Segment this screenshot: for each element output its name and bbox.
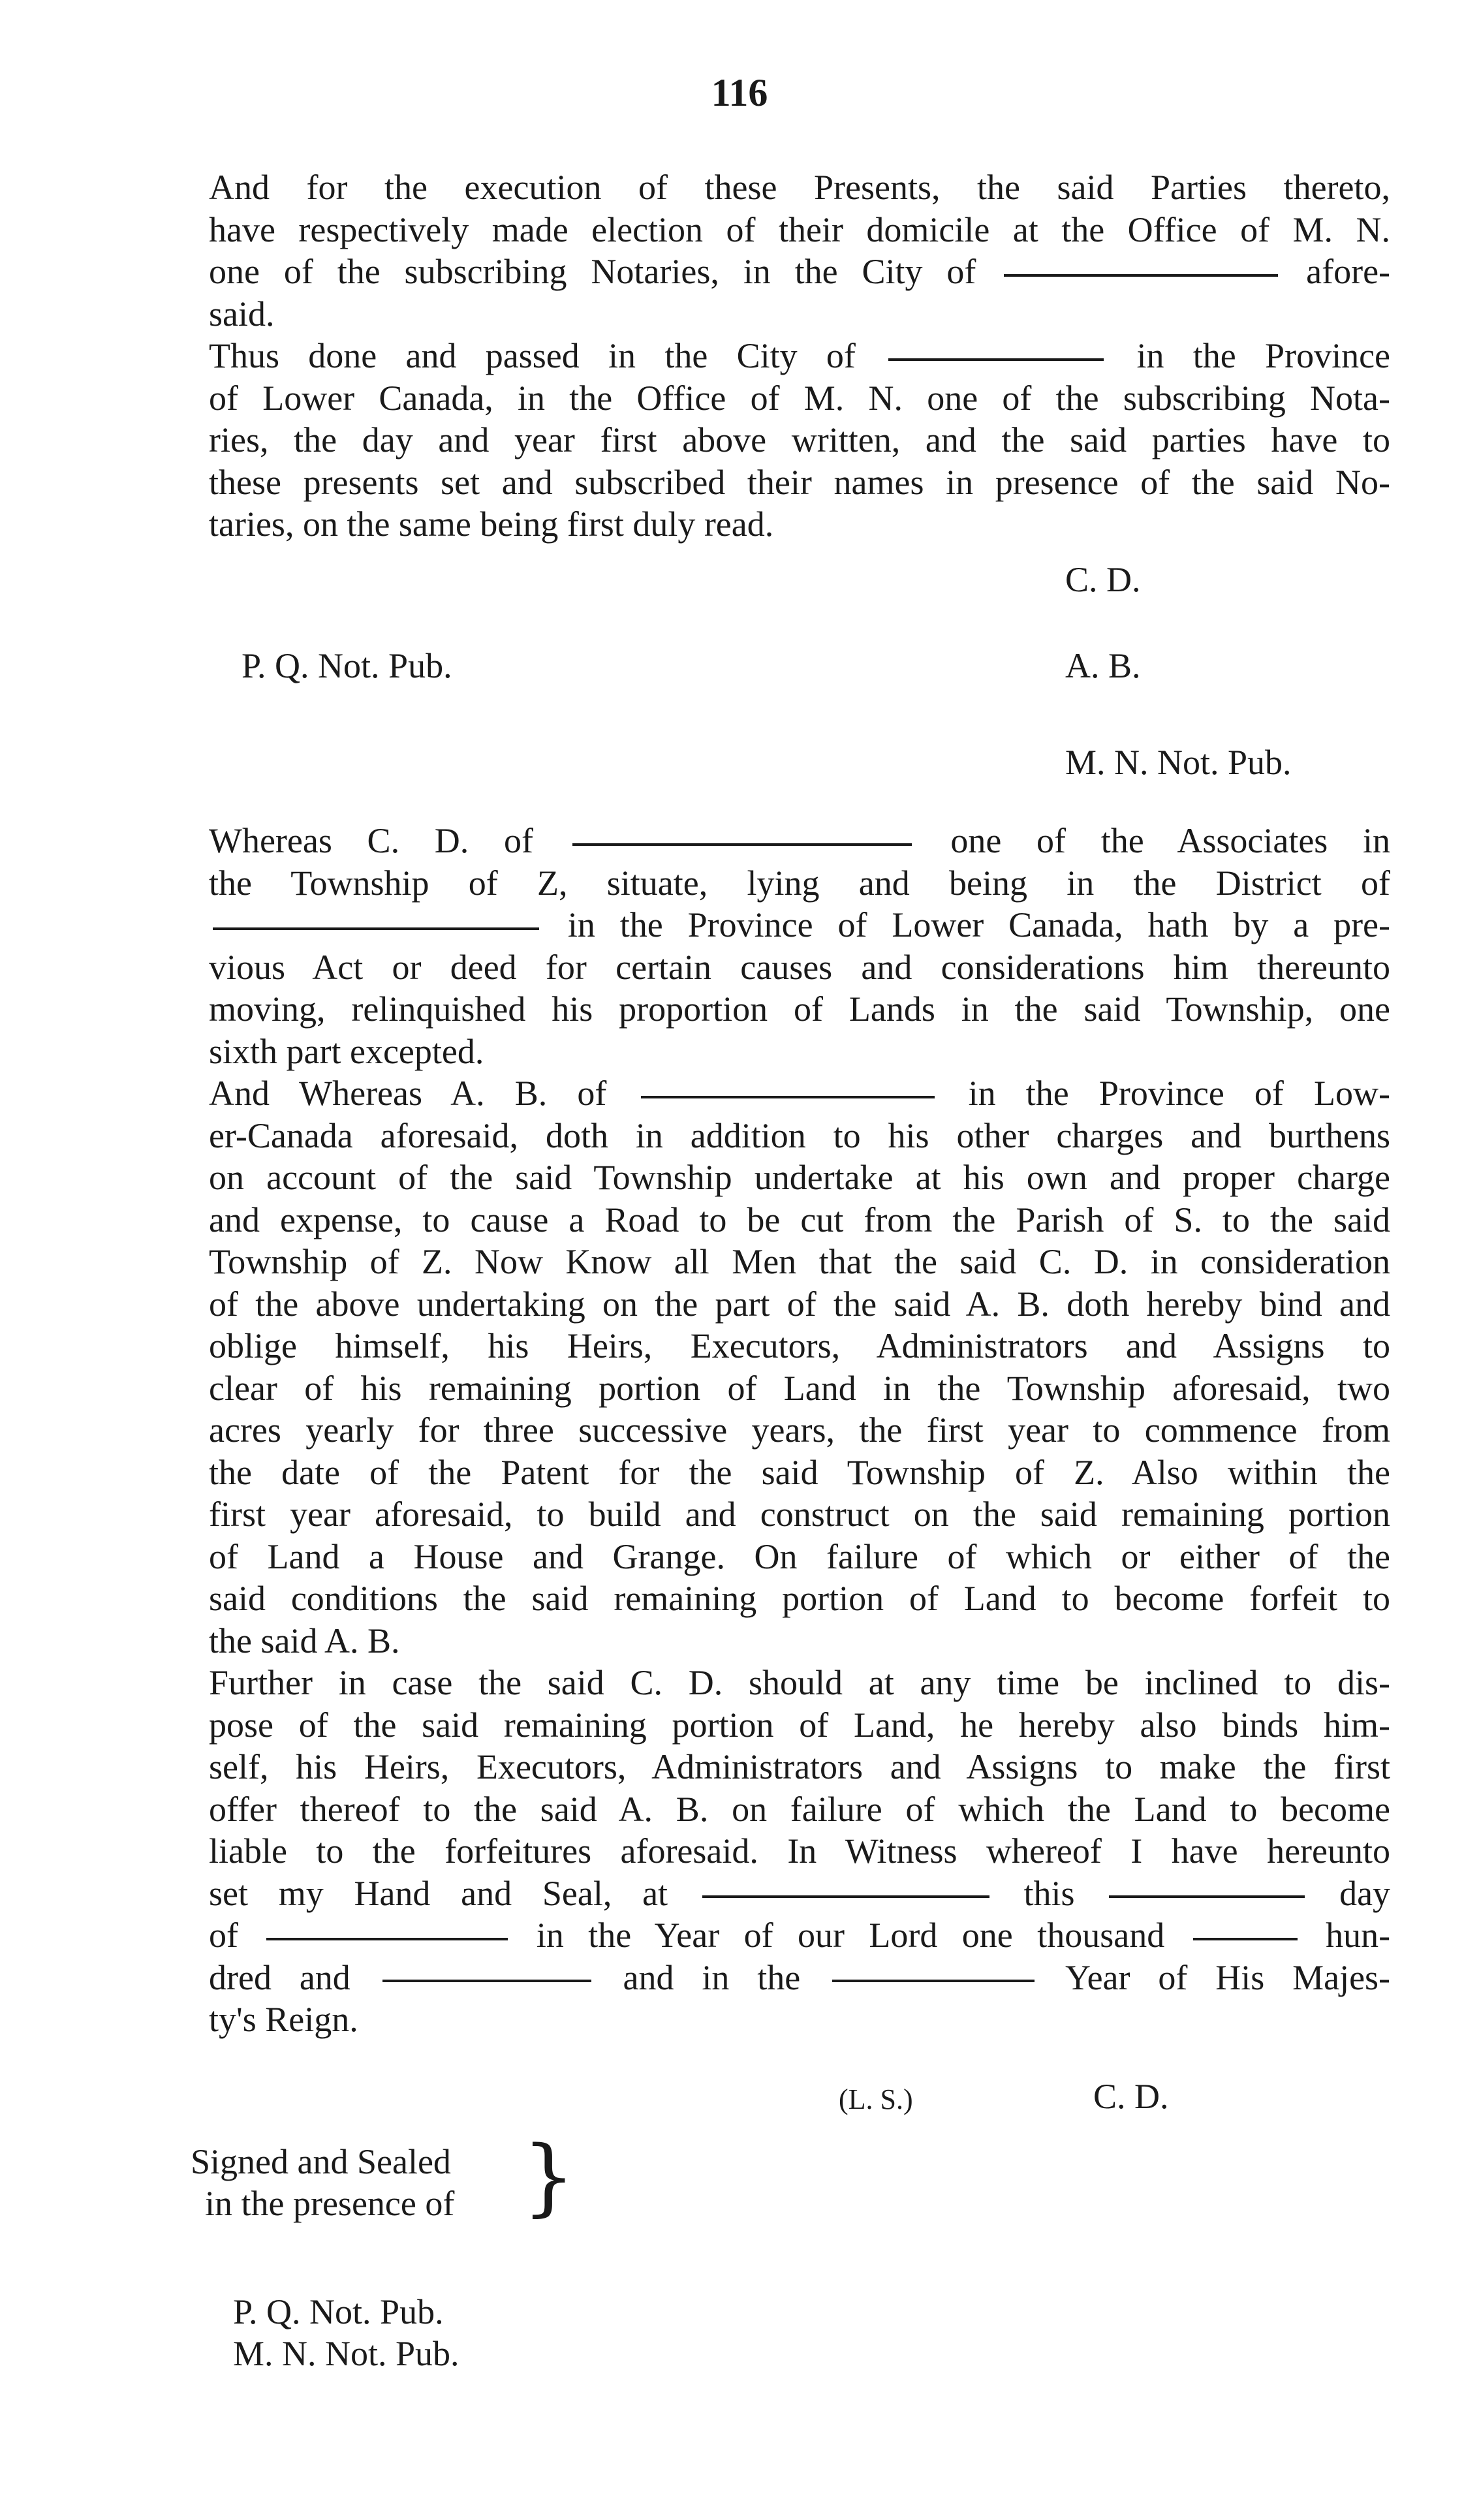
blank-line — [1109, 1895, 1305, 1898]
text-line: moving, relinquished his proportion of Lands in the said Township, one — [209, 989, 1390, 1029]
text-line: and expense, to cause a Road to be cut from the Parish of S. to the said — [209, 1200, 1390, 1239]
text-line: clear of his remaining portion of Land in the Township aforesaid, two — [209, 1368, 1390, 1408]
text-fragment: in the Province of Low- — [968, 1074, 1390, 1113]
text-line: ty's Reign. — [209, 2000, 358, 2039]
signature-mn-notary: M. N. Not. Pub. — [1065, 743, 1292, 782]
page-number: 116 — [711, 71, 768, 114]
text-line: of Lower Canada, in the Office of M. N. one of the subscribing Nota- — [209, 378, 1390, 418]
text-line: Township of Z. Now Know all Men that the said C. D. in consideration — [209, 1242, 1390, 1281]
text-line: said conditions the said remaining portion of Land to become forfeit to — [209, 1579, 1390, 1618]
text-line: Further in case the said C. D. should at any time be inclined to dis- — [209, 1663, 1390, 1702]
notary-mn: M. N. Not. Pub. — [233, 2334, 459, 2373]
seal-mark: (L. S.) — [839, 2083, 913, 2115]
text-line: of Land a House and Grange. On failure of which or either of the — [209, 1536, 1390, 1576]
text-fragment: in the Province — [1136, 336, 1391, 375]
signature-cd: C. D. — [1065, 560, 1141, 599]
text-line: acres yearly for three successive years, the first year to commence from — [209, 1410, 1390, 1450]
text-fragment: of — [209, 1916, 238, 1955]
text-line-with-blank — [189, 1072, 1390, 1115]
text-fragment: Whereas C. D. of — [209, 821, 533, 860]
blank-line — [382, 1980, 591, 1982]
text-fragment: and in the — [623, 1957, 801, 1997]
execution-clause-block — [189, 166, 1390, 546]
presence-line: in the presence of — [205, 2184, 455, 2223]
blank-line — [1004, 274, 1278, 277]
notary-pq: P. Q. Not. Pub. — [233, 2292, 444, 2331]
text-fragment: one of the Associates in — [950, 821, 1391, 860]
signed-sealed-block — [191, 2141, 454, 2224]
paragraph-whereas-cd — [189, 820, 1390, 1072]
text-line: self, his Heirs, Executors, Administrators and Assigns to make the first — [209, 1747, 1390, 1786]
paragraph-whereas-ab — [189, 1072, 1390, 1662]
blank-line — [572, 843, 912, 846]
text-line: vious Act or deed for certain causes and considerations him thereunto — [209, 947, 1390, 987]
text-fragment: in the Province of Lower Canada, hath by a pre- — [567, 905, 1390, 944]
text-line: oblige himself, his Heirs, Executors, Administrators and Assigns to — [209, 1326, 1390, 1365]
paragraph-thus-done — [189, 335, 1390, 546]
signature-cd: C. D. — [1093, 2077, 1169, 2116]
text-line: And for the execution of these Presents, the said Parties thereto, — [209, 168, 1390, 207]
text-line-with-blank — [189, 335, 1390, 377]
text-fragment: Thus done and passed in the City of — [209, 336, 856, 375]
blank-line — [213, 927, 539, 930]
text-line: ries, the day and year first above written, and the said parties have to — [209, 420, 1390, 459]
blank-line — [266, 1938, 508, 1940]
text-line: the Township of Z, situate, lying and being in the District of — [209, 863, 1390, 903]
text-line-with-blank — [189, 820, 1390, 862]
signature-pq-notary: P. Q. Not. Pub. — [241, 646, 452, 685]
text-line: sixth part excepted. — [209, 1031, 484, 1071]
text-line-with-blank — [189, 1914, 1390, 1957]
whereas-clause-block — [189, 820, 1390, 2041]
notary-signatures — [233, 2291, 459, 2374]
text-fragment: Year of His Majes- — [1065, 1957, 1391, 1997]
blank-line — [888, 358, 1104, 361]
signed-sealed-line: Signed and Sealed — [191, 2142, 451, 2181]
text-line: said. — [209, 294, 275, 334]
text-line: offer thereof to the said A. B. on failure of which the Land to become — [209, 1789, 1390, 1829]
blank-line — [641, 1096, 935, 1098]
text-line: the date of the Patent for the said Township of Z. Also within the — [209, 1452, 1390, 1492]
text-line: liable to the forfeitures aforesaid. In Witness whereof I have hereunto — [209, 1831, 1390, 1871]
text-line: er-Canada aforesaid, doth in addition to his other charges and burthens — [209, 1115, 1390, 1155]
text-line: these presents set and subscribed their names in presence of the said No- — [209, 462, 1390, 502]
text-fragment: dred and — [209, 1957, 350, 1997]
text-line: taries, on the same being first duly read. — [209, 505, 774, 544]
text-line: have respectively made election of their domicile at the Office of M. N. — [209, 210, 1390, 249]
text-fragment: hun- — [1326, 1916, 1391, 1955]
text-fragment: in the Year of our Lord one thousand — [536, 1916, 1165, 1955]
text-line-with-blank — [189, 1957, 1390, 1999]
brace-glyph: } — [522, 2128, 576, 2226]
signature-ab: A. B. — [1065, 646, 1141, 685]
paragraph-further — [189, 1662, 1390, 2041]
text-line: of the above undertaking on the part of the said A. B. doth hereby bind and — [209, 1284, 1390, 1324]
text-line: on account of the said Township undertake at his own and proper charge — [209, 1158, 1390, 1197]
text-line: the said A. B. — [209, 1621, 400, 1660]
text-fragment: set my Hand and Seal, at — [209, 1873, 668, 1913]
text-line-with-blank — [189, 251, 1390, 293]
text-line: first year aforesaid, to build and construct on the said remaining portion — [209, 1495, 1390, 1534]
text-fragment: one of the subscribing Notaries, in the City of — [209, 252, 976, 291]
text-line-with-blank — [189, 1873, 1390, 1915]
text-fragment: this — [1023, 1873, 1075, 1913]
blank-line — [702, 1895, 989, 1898]
text-fragment: And Whereas A. B. of — [209, 1074, 607, 1113]
paragraph-execution — [189, 166, 1390, 335]
blank-line — [832, 1980, 1035, 1982]
text-line: pose of the said remaining portion of Land, he hereby also binds him- — [209, 1705, 1390, 1745]
blank-line — [1193, 1938, 1298, 1940]
text-fragment: afore- — [1306, 252, 1391, 291]
text-line-with-blank — [189, 904, 1390, 946]
text-fragment: day — [1339, 1873, 1391, 1913]
